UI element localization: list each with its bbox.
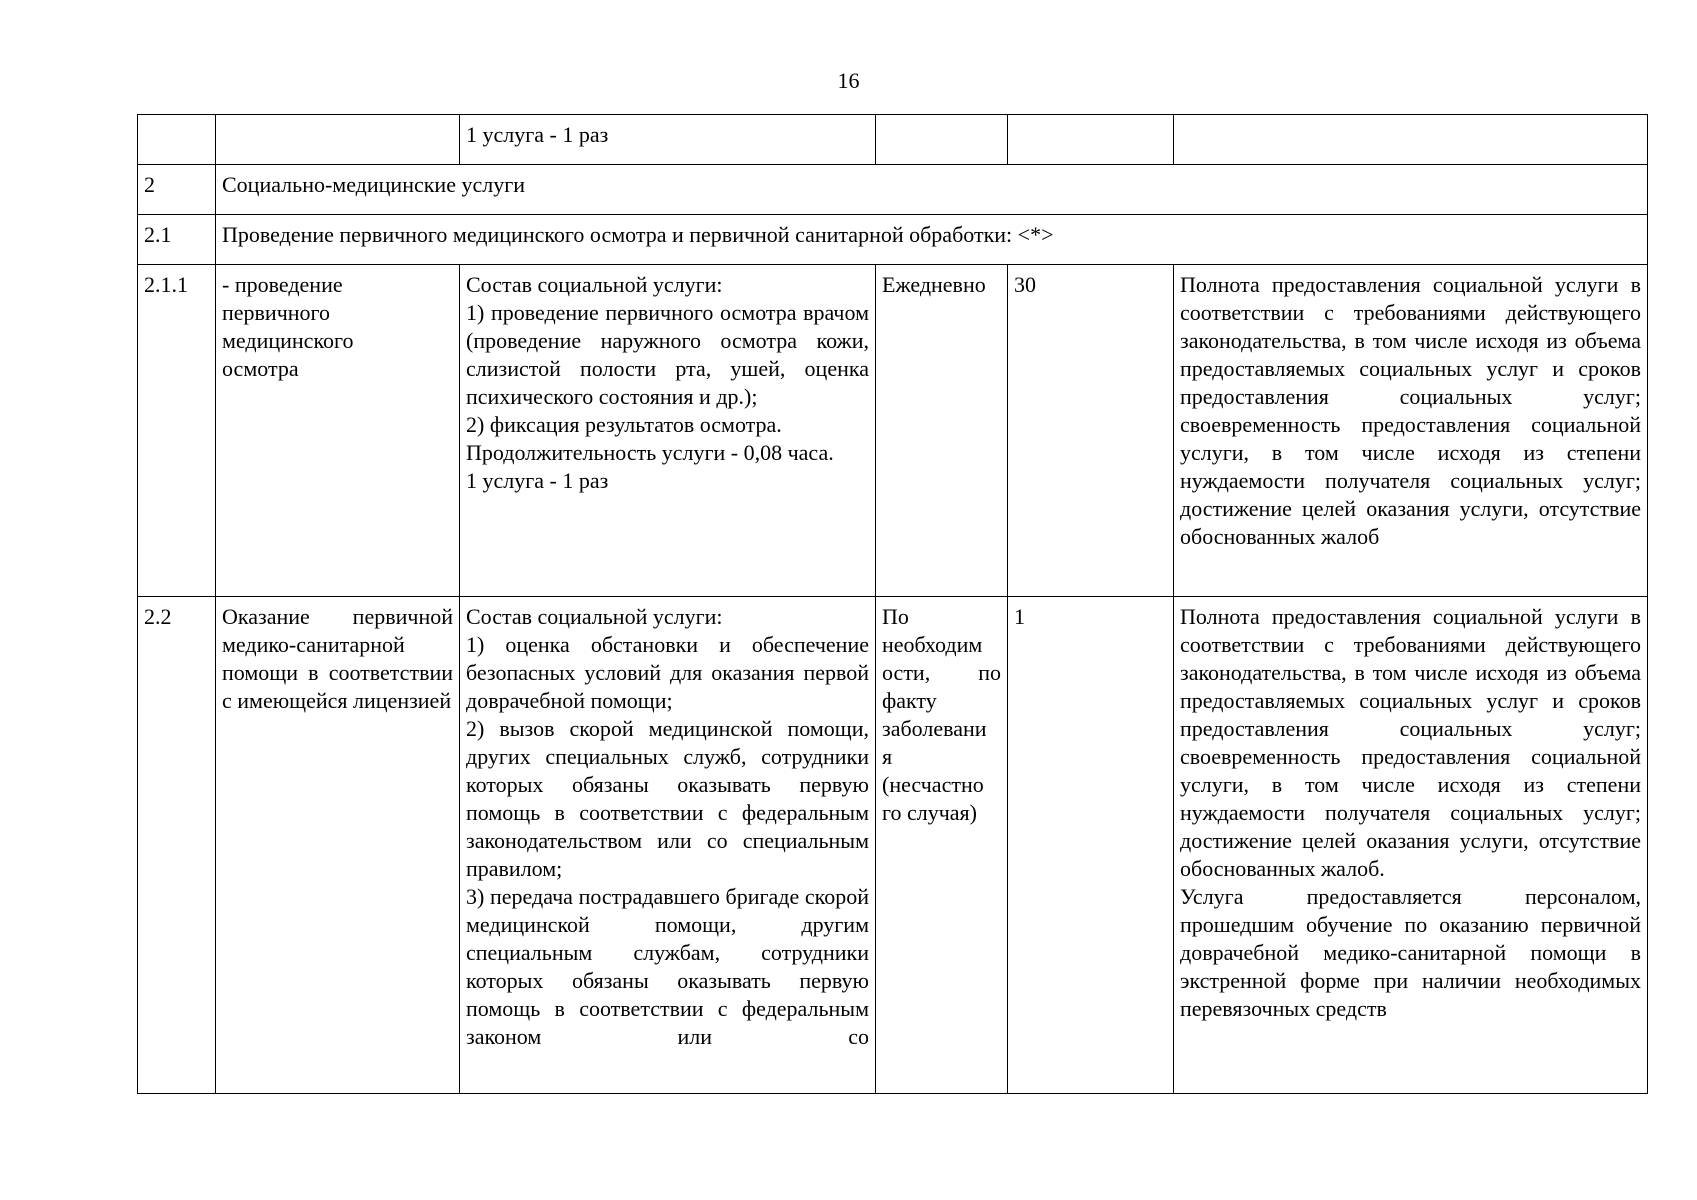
service-name [216, 597, 460, 1094]
service-name-line: - проведение [222, 272, 343, 297]
section-number: 2.1 [138, 215, 216, 265]
service-quantity: 30 [1008, 265, 1174, 597]
service-name [216, 265, 460, 597]
frequency-line: (несчастно [882, 772, 984, 797]
content-paragraph: Состав социальной услуги: [466, 604, 723, 629]
criteria-paragraph: Услуга предоставляется персоналом, прошедшим обучение по оказанию первичной доврачебной медико-санитарной помощи в экстренной форме при наличии необходимых перевязочных средств [1180, 884, 1641, 1021]
services-table [137, 114, 1648, 1094]
content-paragraph: 1) проведение первичного осмотра врачом (проведение наружного осмотра кожи, слизистой полости рта, ушей, оценка психического состояния и др.); [466, 300, 869, 409]
row-number: 2.1.1 [138, 265, 216, 597]
service-name-line: медицинского [222, 328, 354, 353]
content-paragraph: 2) вызов скорой медицинской помощи, других специальных служб, сотрудники которых обязаны оказывать первую помощь в соответствии с федеральным законодательством или со специальным правилом; [466, 716, 869, 881]
service-name-line: первичного [222, 300, 331, 325]
cell-num [138, 115, 216, 165]
section-title: Проведение первичного медицинского осмотра и первичной санитарной обработки: <*> [216, 215, 1648, 265]
table-row-section-2-1 [138, 215, 1648, 265]
section-number: 2 [138, 165, 216, 215]
service-criteria [1174, 265, 1648, 597]
cell-frequency [876, 115, 1008, 165]
frequency-line: я [882, 744, 893, 769]
service-content [460, 597, 876, 1094]
row-number: 2.2 [138, 597, 216, 1094]
table-row-2-2 [138, 597, 1648, 1094]
service-name-text: Оказание первичной медико-санитарной помощи в соответствии с имеющейся лицензией [222, 604, 453, 713]
service-quantity: 1 [1008, 597, 1174, 1094]
cell-quantity [1008, 115, 1174, 165]
frequency-line: необходим [882, 632, 983, 657]
table-row-2-1-1 [138, 265, 1648, 597]
frequency-line: ости, по [882, 660, 1001, 685]
frequency-line: факту [882, 688, 937, 713]
content-paragraph: Состав социальной услуги: [466, 272, 723, 297]
page-number: 16 [837, 68, 860, 93]
criteria-paragraph: Полнота предоставления социальной услуги в соответствии с требованиями действующего законодательства, в том числе исходя из объема предоставляемых социальных услуг и сроков предоставления социальных услуг; своевременность предоставления социальной услуги, в том числе исходя из степени нуждаемости получателя социальных услуг; достижение целей оказания услуги, отсутствие обоснованных жалоб. [1180, 604, 1641, 881]
criteria-paragraph: Полнота предоставления социальной услуги в соответствии с требованиями действующего законодательства, в том числе исходя из объема предоставляемых социальных услуг и сроков предоставления социальных услуг; своевременность предоставления социальной услуги, в том числе исходя из степени нуждаемости получателя социальных услуг; достижение целей оказания услуги, отсутствие обоснованных жалоб [1180, 272, 1641, 549]
content-paragraph: 3) передача пострадавшего бригаде скорой медицинской помощи, другим специальным службам, сотрудники которых обязаны оказывать первую помощь в соответствии с федеральным законом или со [466, 884, 869, 1049]
frequency-line: го случая) [882, 800, 977, 825]
cell-name [216, 115, 460, 165]
section-title: Социально-медицинские услуги [216, 165, 1648, 215]
service-criteria [1174, 597, 1648, 1094]
service-content [460, 265, 876, 597]
table-row-section-2 [138, 165, 1648, 215]
content-text: 1 услуга - 1 раз [466, 122, 609, 147]
content-paragraph: 2) фиксация результатов осмотра. [466, 412, 782, 437]
service-name-line: осмотра [222, 356, 299, 381]
cell-criteria [1174, 115, 1648, 165]
content-paragraph: 1 услуга - 1 раз [466, 468, 609, 493]
frequency-line: По [882, 604, 909, 629]
service-frequency: Ежедневно [876, 265, 1008, 597]
service-frequency [876, 597, 1008, 1094]
content-paragraph: 1) оценка обстановки и обеспечение безопасных условий для оказания первой доврачебной помощи; [466, 632, 869, 713]
content-paragraph: Продолжительность услуги - 0,08 часа. [466, 440, 834, 465]
cell-content [460, 115, 876, 165]
table-row-continuation [138, 115, 1648, 165]
frequency-line: заболевани [882, 716, 987, 741]
